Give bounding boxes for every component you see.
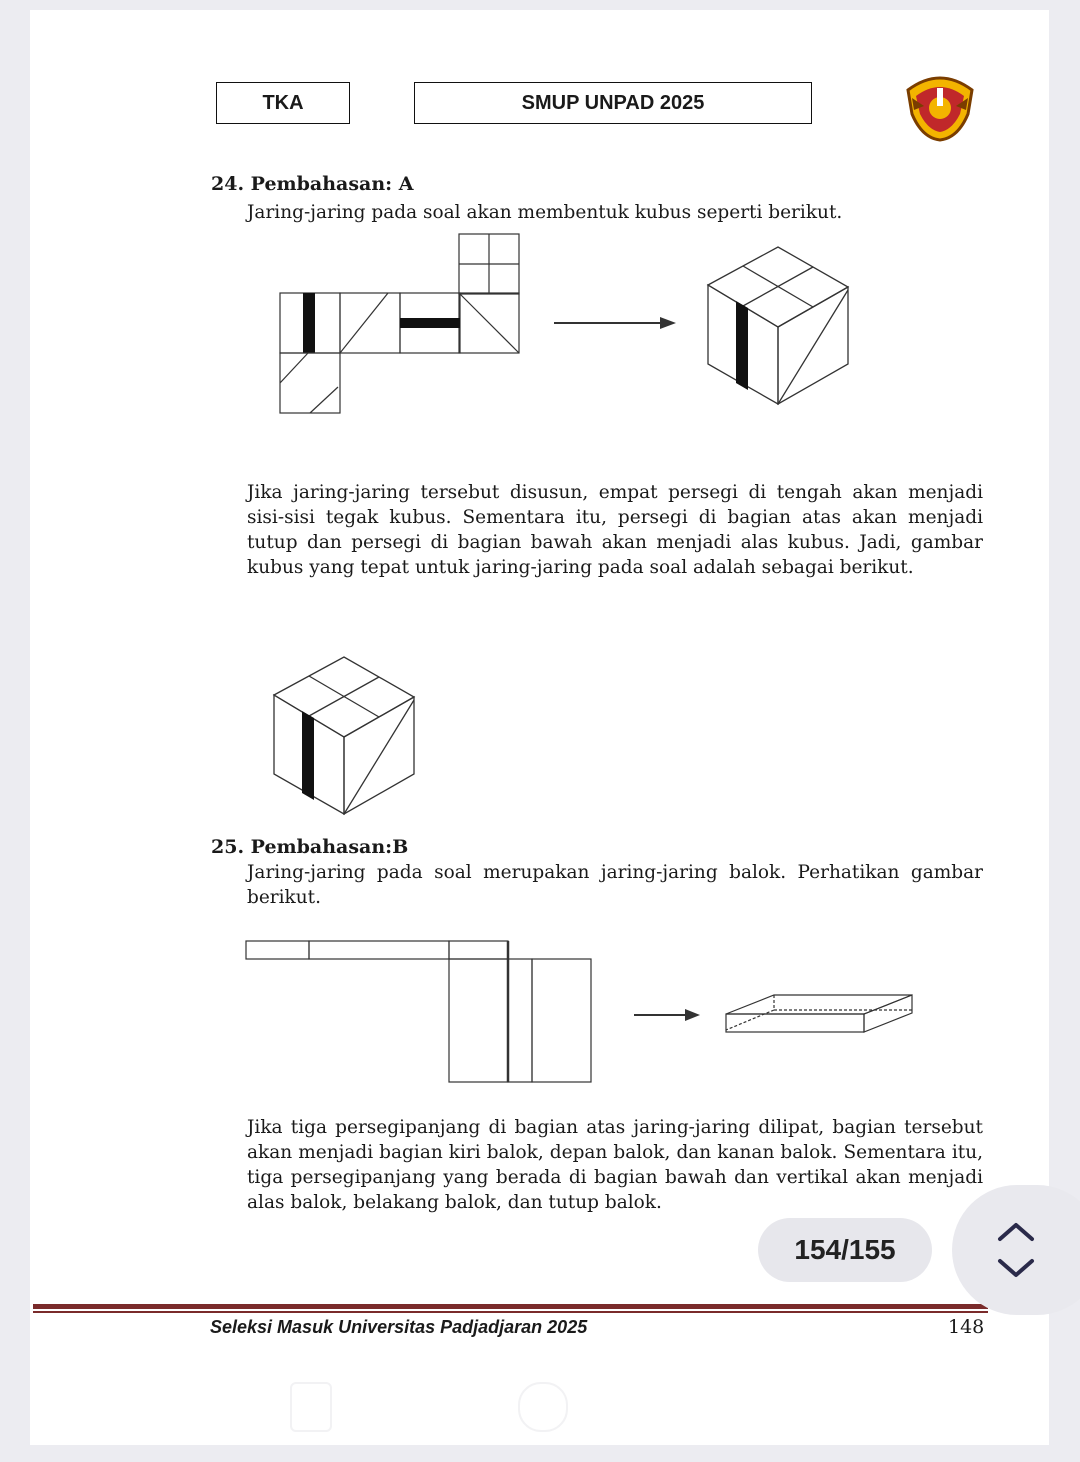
page-indicator-label: 154/155	[794, 1234, 896, 1265]
section-25-body: Jika tiga persegipanjang di bagian atas jaring-jaring dilipat, bagian tersebut akan menjadi bagian kiri balok, depan balok, dan kanan balok. Sementara itu, tiga persegipanjang yang berada di bagian bawah dan vertikal akan menjadi alas balok, belakang balok, dan tutup balok.	[247, 1117, 983, 1213]
footer-page-number: 148	[948, 1316, 985, 1338]
header-title-box	[414, 82, 812, 124]
section-25-intro: Jaring-jaring pada soal merupakan jaring-jaring balok. Perhatikan gambar berikut.	[247, 862, 983, 908]
cube-net-figure	[278, 232, 523, 417]
cuboid-figure	[724, 992, 916, 1036]
footer-rule	[33, 1304, 988, 1309]
page-nav-control	[952, 1185, 1080, 1315]
footer-rule-thin	[33, 1311, 988, 1313]
header-center-label: SMUP UNPAD 2025	[521, 91, 705, 114]
home-icon	[518, 1382, 568, 1432]
cube-figure-answer	[272, 652, 417, 817]
chevron-down-icon[interactable]	[996, 1257, 1036, 1279]
section-24-heading: 24. Pembahasan: A	[211, 173, 414, 195]
page-indicator[interactable]	[758, 1218, 932, 1282]
section-24-intro: Jaring-jaring pada soal akan membentuk kubus seperti berikut.	[247, 202, 843, 223]
cube-figure-top	[706, 242, 851, 407]
arrow-right-icon	[632, 1007, 707, 1023]
arrow-right-icon	[552, 315, 682, 331]
chevron-up-icon[interactable]	[996, 1221, 1036, 1243]
footer-title: Seleksi Masuk Universitas Padjadjaran 2025	[210, 1317, 588, 1337]
header-left-label: TKA	[262, 91, 304, 114]
section-25-heading: 25. Pembahasan:B	[211, 836, 409, 858]
unpad-crest-logo	[902, 68, 978, 144]
cuboid-net-figure	[244, 938, 594, 1088]
header-tka-box	[216, 82, 350, 124]
recents-icon	[290, 1382, 332, 1432]
section-24-body: Jika jaring-jaring tersebut disusun, empat persegi di tengah akan menjadi sisi-sisi tegak kubus. Sementara itu, persegi di bagian atas akan menjadi tutup dan persegi di bagian bawah akan menjadi alas kubus. Jadi, gambar kubus yang tepat untuk jaring-jaring pada soal adalah sebagai berikut.	[247, 482, 983, 578]
